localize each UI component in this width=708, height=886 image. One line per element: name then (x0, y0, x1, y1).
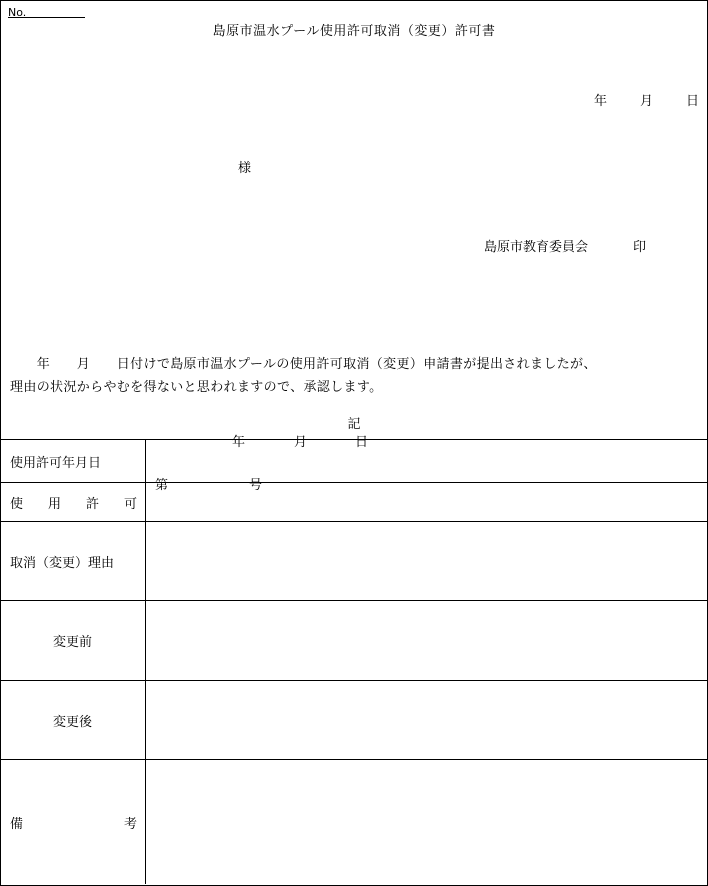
issuer-seal: 印 (633, 240, 647, 255)
issue-date-year: 年 (593, 94, 607, 109)
permit-date-year: 年 (232, 435, 246, 450)
permit-label-char: 用 (47, 496, 61, 512)
permit-number-prefix: 第 (155, 478, 169, 493)
approval-statement (10, 353, 597, 399)
issue-date-month: 月 (639, 94, 653, 109)
issue-date (594, 94, 699, 110)
permit-label-char: 可 (123, 496, 137, 512)
before-change-label: 変更前 (0, 601, 146, 681)
document-number-line (8, 17, 85, 18)
before-change-value[interactable] (146, 601, 708, 681)
table-row-reason (0, 522, 708, 601)
permit-number-value (146, 478, 708, 522)
table-row-remarks (0, 760, 708, 885)
note-heading: 記 (347, 417, 361, 432)
remarks-label-char: 備 (10, 816, 24, 832)
recipient-honorific: 様 (238, 161, 252, 176)
permit-date-month: 月 (294, 435, 308, 450)
permit-label (0, 483, 146, 522)
after-change-label: 変更後 (0, 681, 146, 760)
remarks-label (0, 760, 146, 885)
table-row-after (0, 681, 708, 760)
issuer-name: 島原市教育委員会 (484, 240, 589, 255)
reason-value[interactable] (146, 522, 708, 601)
document-number-label: No. (8, 6, 27, 19)
permit-date-label: 使用許可年月日 (0, 440, 146, 483)
permit-label-char: 使 (10, 496, 24, 512)
approval-statement-line1: 年 月 日付けで島原市温水プールの使用許可取消（変更）申請書が提出されましたが、 (10, 357, 597, 372)
document-title: 島原市温水プール使用許可取消（変更）許可書 (212, 24, 496, 39)
permit-number-suffix: 号 (249, 478, 263, 493)
issue-date-day: 日 (685, 94, 699, 109)
table-row-permit-date (0, 440, 708, 483)
remarks-label-char: 考 (123, 816, 137, 832)
details-table (0, 435, 708, 884)
after-change-value[interactable] (146, 681, 708, 760)
permit-date-value (146, 435, 708, 483)
permit-date-day: 日 (355, 435, 369, 450)
remarks-value[interactable] (146, 760, 708, 885)
approval-statement-line2: 理由の状況からやむを得ないと思われますので、承認します。 (10, 380, 383, 395)
reason-label: 取消（変更）理由 (0, 522, 146, 601)
table-row-before (0, 601, 708, 681)
table-row-permit (0, 483, 708, 522)
permit-label-char: 許 (85, 496, 99, 512)
